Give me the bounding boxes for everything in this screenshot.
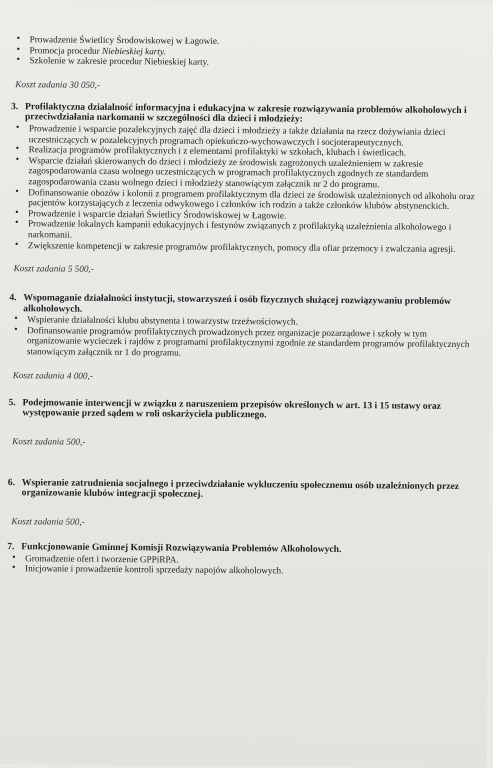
promo-prefix: Promocja procedur — [29, 44, 103, 56]
section-list — [10, 123, 478, 254]
section-heading: Podejmowanie interwencji w związku z naruszeniem przepisów określonych w art. 13 i 15 ustawy oraz występowanie przed sądem w roli oskarżyciela publicznego. — [22, 396, 441, 421]
section-heading: Funkcjonowanie Gminnej Komisji Rozwiązywania Problemów Alkoholowych. — [21, 541, 342, 556]
section-number: 7. — [7, 541, 15, 553]
section-list — [7, 553, 474, 578]
section-7 — [7, 542, 474, 578]
list-item: • Prowadzenie i wsparcie działań Świetlicy Środowiskowej w Łagowie. — [10, 208, 477, 223]
list-item: • Realizacja programów profilaktycznych i z elementami profilaktyki w szkołach, klubach i świetlicach. — [11, 144, 478, 159]
cost-intro: Koszt zadania 30 050,- — [15, 78, 101, 90]
list-item: • Wsparcie działań skierowanych do dzieci i młodzieży ze środowisk zagrożonych uzależnieniem w zakresie zagospodarowania czasu wolnego uczestniczących w programach profilaktycznych zgodnych ze standardem zagospodarowania czasu wolnego dzieci i młodzieży stanowiącym załącznik nr 2 do programu. — [10, 155, 477, 191]
list-item: • Dofinansowanie obozów i kolonii z programem profilaktycznym dla dzieci ze środowisk uzależnionych od alkoholu oraz pacjentów korzystających z leczenia odwykowego i członków ich rodzin a także członków klubów abstynenckich. — [10, 187, 477, 212]
section-3 — [10, 102, 478, 254]
list-item: • Prowadzenie Świetlicy Środowiskowej w Łagowie. — [12, 34, 479, 49]
section-cost: Koszt zadania 500,- — [12, 435, 86, 447]
section-cost: Koszt zadania 4 000,- — [12, 369, 93, 381]
list-item: • Gromadzenie ofert i tworzenie GPPiRPA. — [7, 553, 474, 568]
section-number: 4. — [9, 292, 17, 304]
list-item: • Zwiększenie kompetencji w zakresie programów profilaktycznych, pomocy dla ofiar przemocy i zwalczania agresji. — [10, 240, 477, 255]
section-heading: Wspieranie zatrudnienia socjalnego i przeciwdziałanie wykluczeniu społecznemu osób uzależnionych przez organizowanie klubów integracji społecznej. — [21, 477, 460, 501]
section-5 — [8, 398, 475, 423]
section-heading: Wspomaganie działalności instytucji, stowarzyszeń i osób fizycznych służącej rozwiązywaniu problemów alkoholowych. — [23, 292, 452, 315]
list-item: • Inicjowanie i prowadzenie kontroli sprzedaży napojów alkoholowych. — [7, 563, 474, 578]
section-number: 3. — [11, 100, 19, 112]
promo-italic: Niebieskiej karty. — [101, 45, 166, 57]
section-cost: Koszt zadania 5 500,- — [13, 263, 94, 274]
section-4 — [9, 293, 477, 361]
section-list — [9, 314, 476, 360]
list-item: • Szkolenie w zakresie procedur Niebieskiej karty. — [11, 55, 478, 70]
intro-list — [11, 34, 478, 70]
section-cost: Koszt zadania 500,- — [11, 516, 85, 527]
section-heading: Profilaktyczna działalność informacyjna i edukacyjna w zakresie rozwiązywania problemów alkoholowych i przeciwdziałania narkomanii w szczególności dla dzieci i młodzieży: — [24, 101, 467, 126]
list-item: • Dofinansowanie programów profilaktycznych prowadzonych przez organizacje pozarządowe i szkoły w tym organizowanie wycieczek i rajdów z programami profilaktycznymi zgodnie ze standardem programów profilaktycznych stanowiącym załącznik nr 1 do programu. — [9, 325, 476, 361]
list-item: • Prowadzenie i wsparcie pozalekcyjnych zajęć dla dzieci i młodzieży a także działania na rzecz dożywiania dzieci uczestniczących w pozalekcyjnych programach opiekuńczo-wychowawczych i socjoterapeutycznych. — [11, 123, 478, 148]
section-title — [8, 478, 475, 503]
section-number: 5. — [8, 396, 16, 408]
list-item: • Prowadzenie lokalnych kampanii edukacyjnych i festynów związanych z profilaktyką uzależnienia alkoholowego i narkomanii. — [10, 218, 477, 243]
list-item: • Wspieranie działalności klubu abstynenta i towarzystw trzeźwościowych. — [9, 314, 476, 329]
section-title — [8, 398, 475, 423]
section-number: 6. — [7, 476, 16, 488]
section-6 — [8, 478, 475, 503]
